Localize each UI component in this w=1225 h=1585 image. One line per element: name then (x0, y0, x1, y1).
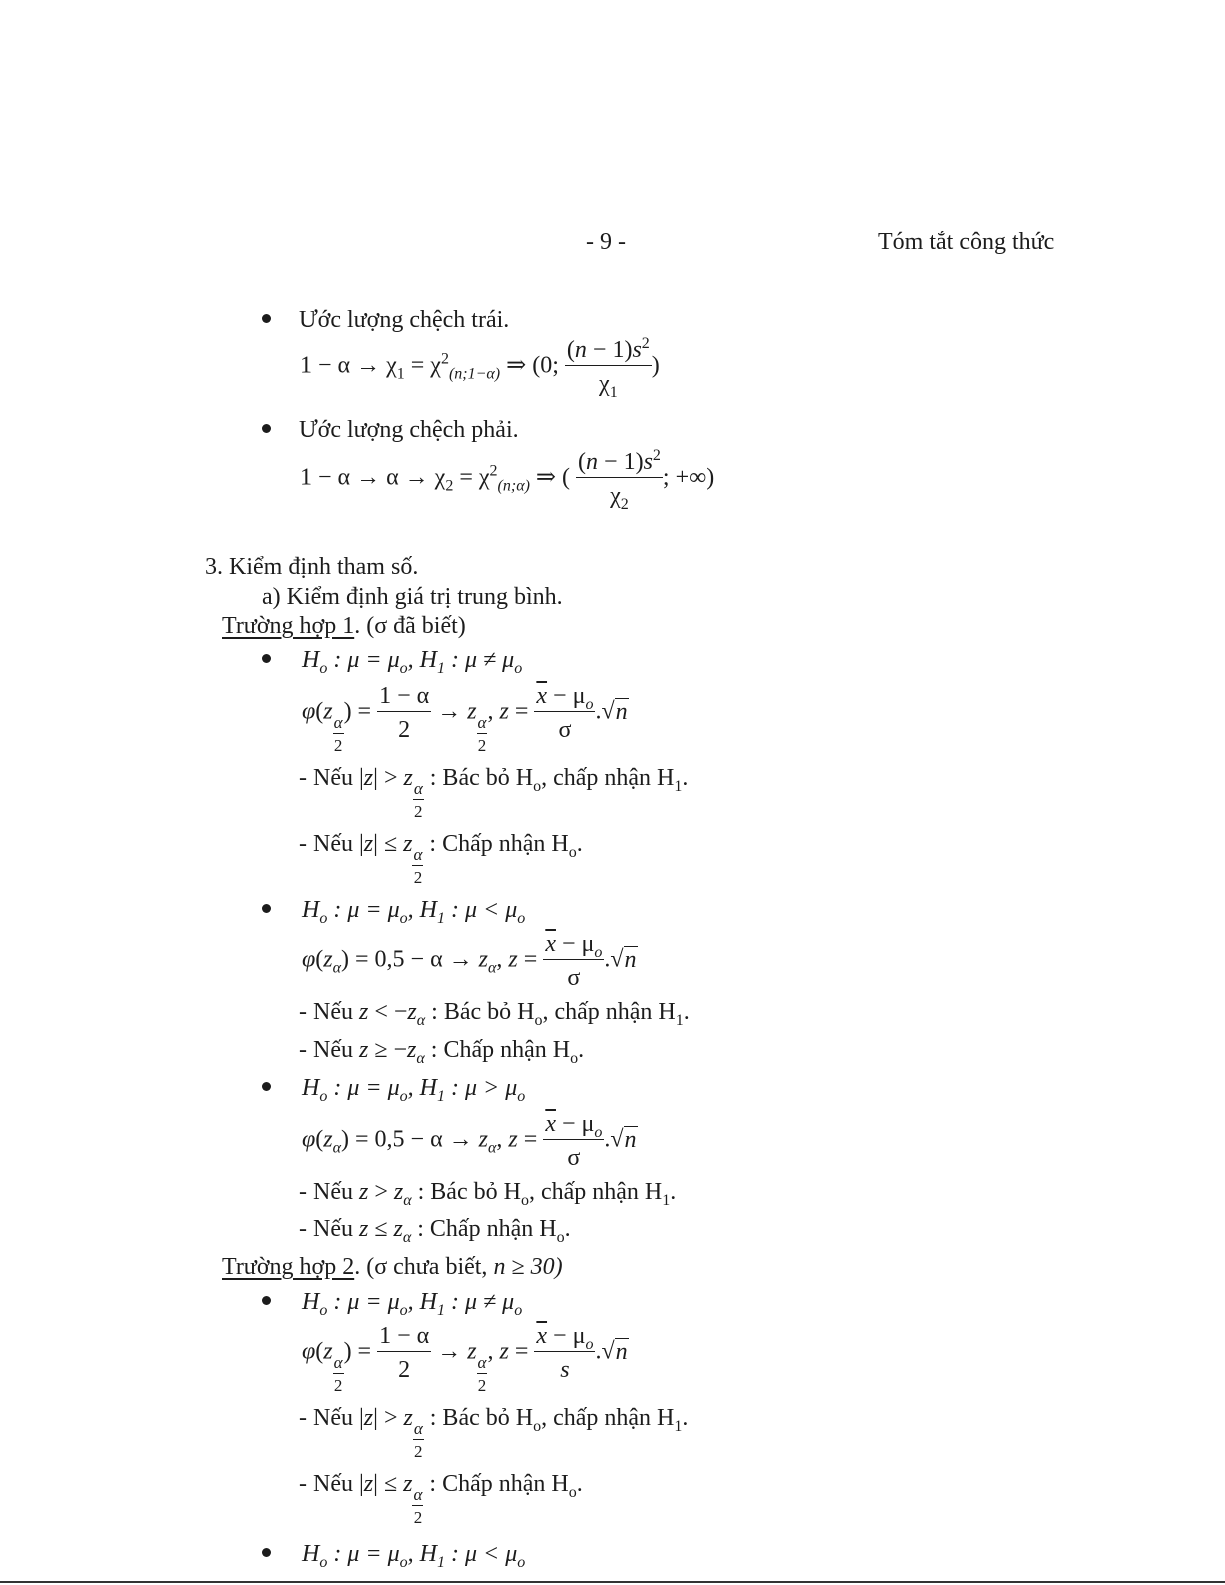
sub-o: o (570, 1049, 579, 1067)
hypothesis-left-tailed-2: $H_o$ : $\mu = \mu_o$, $H_1$ : $\mu < \mu_o$ (302, 1541, 526, 1571)
hypothesis-left-tailed: $H_o$ : $\mu = \mu_o$, $H_1$ : $\mu < \mu_o$ (302, 897, 526, 927)
if-text: - Nếu (299, 831, 353, 857)
decision-reject: - Nếu $z < -z_\alpha$ : Bác bỏ $H_o$, chấp nhận $H_1$. (299, 999, 690, 1029)
case1-heading (222, 614, 466, 638)
sub-o: o (568, 1483, 577, 1501)
sub-o: o (568, 843, 577, 861)
accept-text: : Chấp nhận H (429, 1471, 569, 1497)
accept-text: : Chấp nhận H (429, 831, 569, 857)
accept-text: : Chấp nhận H (417, 1216, 557, 1242)
period: . (670, 1179, 677, 1205)
reject-text: : Bác bỏ H (429, 765, 534, 791)
page-number: - 9 - (586, 229, 626, 255)
formula-left-biased: $1 - \alpha \to \chi_1 = \chi^2_{(n;1-\alpha)}$ ⇒ (0; $\frac{(n - 1)s^2}{\chi_1}$ ) (300, 335, 660, 401)
case2-tail: . (σ chưa biết, (354, 1254, 494, 1280)
bullet-dot (262, 424, 271, 433)
reject-text: : Bác bỏ H (429, 1405, 534, 1431)
formula-two-sided-2: φ(z $\frac{\alpha}{2}$ ) = $\frac{1 - \alpha}{2}$ → z $\frac{\alpha}{2}$ , z = $\frac{\overline{x} - \mu_o}{s}$ .√n (302, 1323, 628, 1395)
period: . (682, 1405, 689, 1431)
period: . (564, 1216, 571, 1242)
case1-label: Trường hợp 1 (222, 613, 355, 639)
decision-accept: - Nếu $z \ge -z_\alpha$ : Chấp nhận $H_o$. (299, 1037, 585, 1067)
decision-reject: - Nếu |z| > z $\frac{\alpha}{2}$ : Bác bỏ $H_o$, chấp nhận $H_1$. (299, 1405, 689, 1461)
case1-tail: . (σ đã biết) (354, 613, 466, 639)
decision-accept: - Nếu |z| ≤ z $\frac{\alpha}{2}$ : Chấp nhận $H_o$. (299, 1471, 583, 1527)
bullet-dot (262, 904, 271, 913)
period: . (576, 831, 583, 857)
running-title: Tóm tắt công thức (878, 229, 1055, 255)
period: . (683, 999, 690, 1025)
bullet-left-biased: Ước lượng chệch trái. (299, 307, 510, 333)
bullet-dot (262, 1296, 271, 1305)
decision-accept: - Nếu $z \le z_\alpha$ : Chấp nhận $H_o$. (299, 1216, 571, 1246)
formula-left-tailed: $\varphi(z_\alpha) = 0,5 - \alpha \to z_\alpha$, z = $\frac{\overline{x} - \mu_o}{\sigma}$ .√n (302, 931, 637, 991)
period: . (576, 1471, 583, 1497)
if-text: - Nếu (299, 1179, 353, 1205)
case2-condition: n ≥ 30) (493, 1254, 563, 1280)
sub-o: o (520, 1191, 529, 1209)
bullet-dot (262, 1082, 271, 1091)
bullet-dot (262, 314, 271, 323)
section-heading: 3. Kiểm định tham số. (205, 554, 419, 580)
sub-o: o (533, 777, 542, 795)
accept-h1-text: , chấp nhận H (541, 1405, 675, 1431)
sub-o: o (556, 1228, 565, 1246)
decision-accept: - Nếu |z| ≤ z $\frac{\alpha}{2}$ : Chấp nhận $H_o$. (299, 831, 583, 887)
formula-right-tailed: $\varphi(z_\alpha) = 0,5 - \alpha \to z_\alpha$, z = $\frac{\overline{x} - \mu_o}{\sigma}$ .√n (302, 1111, 637, 1171)
sub-1: 1 (674, 1417, 683, 1435)
reject-text: : Bác bỏ H (417, 1179, 521, 1205)
decision-reject: - Nếu |z| > z $\frac{\alpha}{2}$ : Bác bỏ $H_o$, chấp nhận $H_1$. (299, 765, 689, 821)
accept-text: : Chấp nhận H (430, 1037, 571, 1063)
hypothesis-two-sided: $H_o$ : $\mu = \mu_o$, $H_1$ : $\mu \ne \mu_o$ (302, 647, 523, 677)
case2-heading (222, 1255, 563, 1279)
sub-o: o (533, 1417, 542, 1435)
if-text: - Nếu (299, 1471, 353, 1497)
decision-reject: - Nếu $z > z_\alpha$ : Bác bỏ $H_o$, chấp nhận $H_1$. (299, 1179, 677, 1209)
if-text: - Nếu (299, 999, 353, 1025)
if-text: - Nếu (299, 1037, 353, 1063)
bullet-right-biased: Ước lượng chệch phải. (299, 417, 519, 443)
reject-text: : Bác bỏ H (431, 999, 535, 1025)
formula-two-sided: φ(z $\frac{\alpha}{2}$ ) = $\frac{1 - \alpha}{2}$ → z $\frac{\alpha}{2}$ , z = $\frac{\overline{x} - \mu_o}{\sigma}$ .√n (302, 683, 628, 755)
bullet-dot (262, 1548, 271, 1557)
if-text: - Nếu (299, 1216, 353, 1242)
if-text: - Nếu (299, 1405, 353, 1431)
hypothesis-right-tailed: $H_o$ : $\mu = \mu_o$, $H_1$ : $\mu > \mu_o$ (302, 1075, 526, 1105)
accept-h1-text: , chấp nhận H (528, 1179, 663, 1205)
subsection-heading: a) Kiểm định giá trị trung bình. (262, 584, 563, 610)
hypothesis-two-sided-2: $H_o$ : $\mu = \mu_o$, $H_1$ : $\mu \ne \mu_o$ (302, 1289, 523, 1319)
period: . (682, 765, 689, 791)
sub-o: o (534, 1011, 543, 1029)
accept-h1-text: , chấp nhận H (542, 999, 676, 1025)
sub-1: 1 (662, 1191, 671, 1209)
bullet-dot (262, 654, 271, 663)
sub-1: 1 (675, 1011, 684, 1029)
case2-label: Trường hợp 2 (222, 1254, 355, 1280)
accept-h1-text: , chấp nhận H (541, 765, 675, 791)
formula-right-biased: $1 - \alpha \to \alpha \to \chi_2 = \chi^2_{(n;\alpha)}$ ⇒ ( $\frac{(n - 1)s^2}{\chi_2}$ ; +∞) (300, 447, 715, 513)
if-text: - Nếu (299, 765, 353, 791)
period: . (578, 1037, 585, 1063)
sub-1: 1 (674, 777, 683, 795)
page-bottom-edge (0, 1581, 1225, 1583)
